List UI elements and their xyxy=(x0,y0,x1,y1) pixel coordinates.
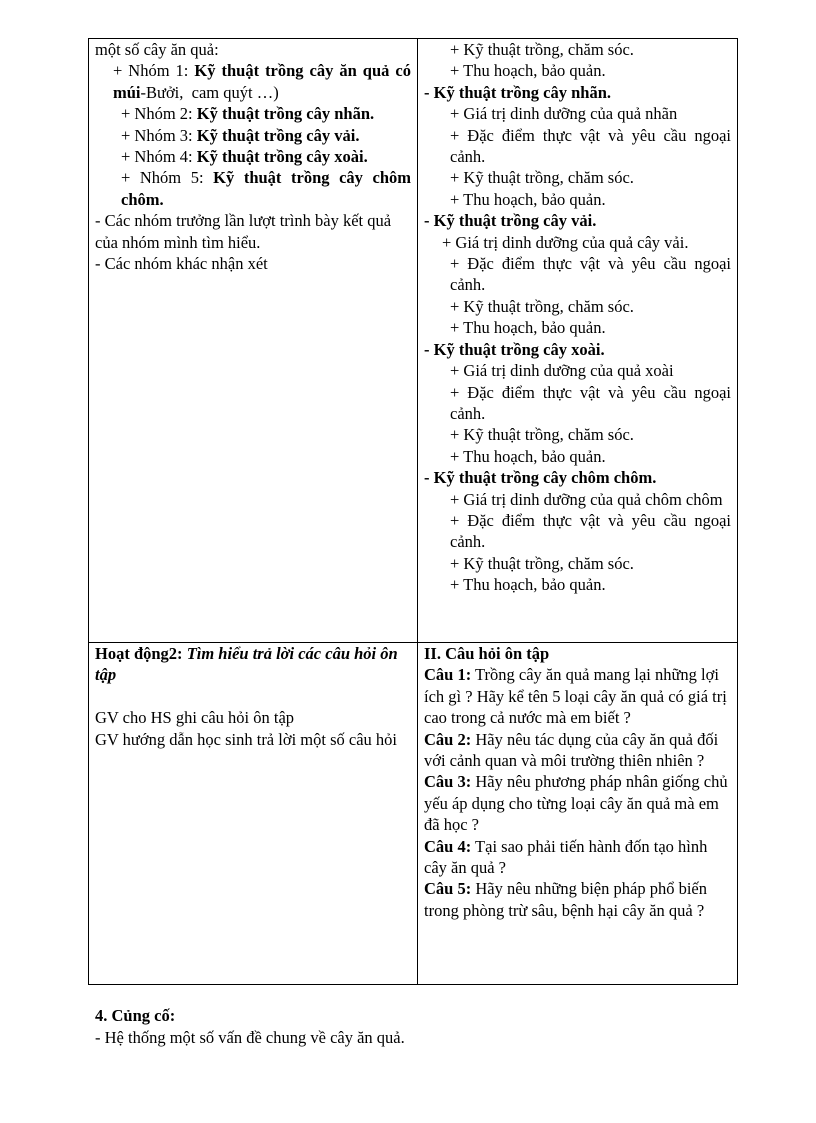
question-5: Câu 5: Hãy nêu những biện pháp phổ biến trong phòng trừ sâu, bệnh hại cây ăn quả ? xyxy=(424,879,712,920)
consolidation-heading: 4. Củng cố: xyxy=(95,1006,176,1025)
spacer xyxy=(95,686,411,707)
section-heading-xoai: - Kỹ thuật trồng cây xoài. xyxy=(424,339,605,359)
list-item: + Kỹ thuật trồng, chăm sóc. xyxy=(450,168,634,188)
section-heading-nhan: - Kỹ thuật trồng cây nhãn. xyxy=(424,82,612,102)
note-presentation: - Các nhóm trưởng lần lượt trình bày kết quả của nhóm mình tìm hiểu. xyxy=(95,211,396,252)
section-heading-vai: - Kỹ thuật trồng cây vải. xyxy=(424,211,597,231)
list-item: + Đặc điểm thực vật và yêu cầu ngoại cảnh. xyxy=(450,125,736,167)
list-item: + Kỹ thuật trồng, chăm sóc. xyxy=(450,296,634,316)
list-item: + Giá trị dinh dưỡng của quả chôm chôm xyxy=(450,489,723,509)
list-item: + Thu hoạch, bảo quản. xyxy=(450,189,606,209)
question-1: Câu 1: Trồng cây ăn quả mang lại những lợi ích gì ? Hãy kể tên 5 loại cây ăn quả có giá trị cao trong cả nước mà em biết ? xyxy=(424,665,731,728)
question-3: Câu 3: Hãy nêu phương pháp nhân giống chủ yếu áp dụng cho từng loại cây ăn quả mà em đã học ? xyxy=(424,772,732,835)
list-item: + Giá trị dinh dưỡng của quả cây vải. xyxy=(442,232,689,252)
list-item: + Đặc điểm thực vật và yêu cầu ngoại cảnh. xyxy=(450,382,736,423)
group-item-3: + Nhóm 3: Kỹ thuật trồng cây vải. xyxy=(121,125,360,145)
question-4: Câu 4: Tại sao phải tiến hành đốn tạo hình cây ăn quả ? xyxy=(424,836,712,878)
question-2: Câu 2: Hãy nêu tác dụng của cây ăn quả đối với cảnh quan và môi trường thiên nhiên ? xyxy=(424,729,723,771)
group-item-1: + Nhóm 1: Kỹ thuật trồng cây ăn quả có múi-Bưởi, cam quýt …) xyxy=(113,61,416,102)
review-heading: II. Câu hỏi ôn tập xyxy=(424,644,550,663)
list-item: + Kỹ thuật trồng, chăm sóc. xyxy=(450,40,634,59)
gv-instruction-1: GV cho HS ghi câu hỏi ôn tập xyxy=(95,708,295,728)
consolidation-section xyxy=(95,1005,735,1049)
list-item: + Đặc điểm thực vật và yêu cầu ngoại cảnh. xyxy=(450,254,736,295)
section-heading-chom-chom: - Kỹ thuật trồng cây chôm chôm. xyxy=(424,468,657,488)
list-item: + Đặc điểm thực vật và yêu cầu ngoại cảnh. xyxy=(450,510,736,552)
table-row xyxy=(89,643,738,985)
intro-text: một số cây ăn quả: xyxy=(95,40,219,59)
group-item-5: + Nhóm 5: Kỹ thuật trồng cây chôm chôm. xyxy=(121,168,416,209)
list-item: + Thu hoạch, bảo quản. xyxy=(450,446,606,466)
activity-2-heading: Hoạt động2: Tìm hiểu trả lời các câu hỏi ôn tập xyxy=(95,644,402,685)
right-cell-content xyxy=(418,39,738,643)
list-item: + Giá trị dinh dưỡng của quả xoài xyxy=(450,361,674,381)
note-feedback: - Các nhóm khác nhận xét xyxy=(95,254,268,274)
list-item: + Giá trị dinh dưỡng của quả nhãn xyxy=(450,104,678,124)
list-item: + Kỹ thuật trồng, chăm sóc. xyxy=(450,425,634,445)
group-item-2: + Nhóm 2: Kỹ thuật trồng cây nhãn. xyxy=(121,104,375,124)
list-item: + Thu hoạch, bảo quản. xyxy=(450,61,606,81)
table-row xyxy=(89,39,738,643)
left-cell-activity-2 xyxy=(89,643,418,985)
right-cell-questions xyxy=(418,643,738,985)
list-item: + Thu hoạch, bảo quản. xyxy=(450,575,606,595)
gv-instruction-2: GV hướng dẫn học sinh trả lời một số câu hỏi xyxy=(95,729,397,749)
left-cell-activities xyxy=(89,39,418,643)
group-item-4: + Nhóm 4: Kỹ thuật trồng cây xoài. xyxy=(121,147,368,167)
list-item: + Kỹ thuật trồng, chăm sóc. xyxy=(450,553,634,573)
list-item: + Thu hoạch, bảo quản. xyxy=(450,318,606,338)
consolidation-text: - Hệ thống một số vấn đề chung về cây ăn quả. xyxy=(95,1028,405,1047)
lesson-table xyxy=(88,38,738,985)
